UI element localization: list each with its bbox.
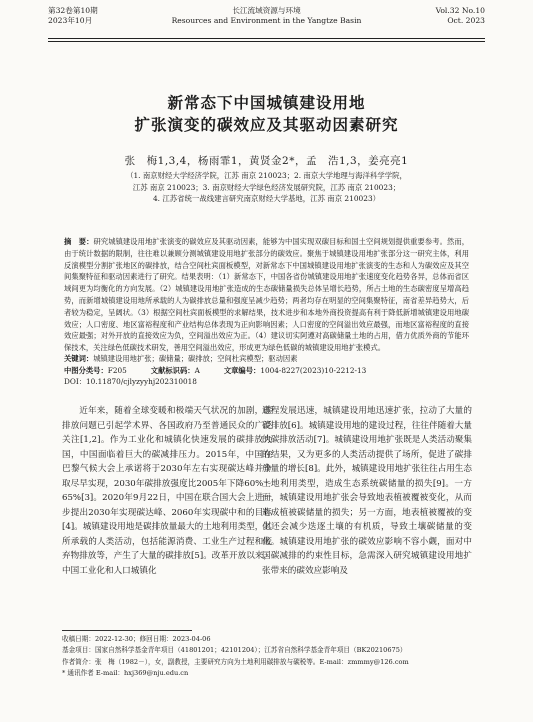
header-date-en: Oct. 2023: [447, 16, 485, 25]
article-id-value: 1004-8227(2023)10-2212-13: [260, 366, 367, 375]
journal-name-en: Resources and Environment in the Yangtze Basin: [171, 16, 362, 25]
abstract-text: 研究城镇建设用地扩张演变的碳效应及其驱动因素，能够为中国实现双碳目标和国土空间规划提供重要参考。然而，由于统计数据的限制，往往难以兼顾分测城镇建设用地扩张部分的碳效应。聚焦于城镇建设用地扩张部分这一研究主体，利用反演模型分割扩张地区的碳排放，结合空间杜宾面板模型，对新常态下中国城镇建设用地扩张演变的生态和人为碳效应及其空间集聚特征和驱动因素进行了研究。结果表明：（1）新常态下，中国各省份城镇建设用地扩张速度变化趋势各异，总体而省区域间更为均衡化的方向发展。（2）城镇建设用地扩张造成的生态碳储量损失总体呈增长趋势，所占土地的生态碳密度呈增高趋势，而新增城镇建设用地所承载的人为碳排放总量和强度呈减少趋势；两者均存在明显的空间集聚特征，南省差异趋势大，后者较为稳定，呈阔状。（3）根据空间杜宾面板模型的求解结果，技术进步和本地外商投资提高有利于降低新增城镇建设用地碳效应；人口密度、地区富裕程度和产业结构总体表现为正向影响因素；人口密度的空间溢出效应最强，而地区富裕程度的直接效应最强；对外开放的直接效应为负，空间溢出效应为正。（4）建议切实阿遵对高碳储量土地的占用，借力优质外商的节能环保技术，关注绿色低碳技术研发，善用空间溢出效应，形成更为绿色低碳的城镇建设用地扩张模式。: [64, 237, 470, 353]
paper-title: [40, 92, 493, 136]
author-list: 张 梅1,3,4，杨雨霏1，黄贤金2*，孟 浩1,3，姜亮亮1: [124, 155, 409, 167]
header-rule: [48, 38, 485, 39]
code-label: 文献标识码：: [150, 366, 195, 375]
classification-line: [64, 365, 469, 376]
keywords-label: 关键词：: [64, 354, 94, 363]
footnote-author: 作者简介：张 梅（1982－），女，副教授，主要研究方向为土地利用碳排放与碳税等。E-mail：zmmmy@126.com: [62, 657, 409, 666]
footnote-rule: [62, 630, 192, 631]
footnote-received: 收稿日期：2022-12-30；修回日期：2023-04-06: [62, 635, 211, 643]
header-volume: 第32卷第10期: [48, 6, 98, 15]
header-journal: [48, 6, 485, 26]
affiliation-line: （1. 南京财经大学经济学院，江苏 南京 210023；2. 南京大学地理与海洋科学学院，: [126, 171, 407, 180]
keywords-text: 城镇建设用地扩张；碳储量；碳排放；空间杜宾模型；驱动因素: [93, 354, 298, 363]
clc-value: F205: [107, 366, 127, 375]
code-value: A: [194, 366, 200, 375]
header-rule-thin: [48, 41, 485, 42]
journal-name-cn: 长江流域资源与环境: [232, 6, 301, 15]
keywords: [64, 353, 469, 364]
abstract-label: 摘 要：: [64, 237, 94, 246]
doi: DOI：10.11870/cjlyzyyhj202310018: [64, 377, 197, 386]
affiliation-line: 江苏 南京 210023；3. 南京财经大学绿色经济发展研究院，江苏 南京 210023；: [132, 182, 401, 192]
affiliation-line: 4. 江苏省统一战线建言研究南京财经大学基地，江苏 南京 210023）: [152, 194, 381, 204]
body-column-right: 进程发展迅速，城镇建设用地迅速扩张，拉动了大量的碳排放[6]。城镇建设用地的建设过程，往往伴随着大量的碳排放活动[7]。城镇建设用地扩张既是人类活动聚集的结果，又为更多的人类活动提供了场所，促进了碳排放量的增长[8]。此外，城镇建设用地扩张往往占用生态土地利用类型，造成生态系统碳储量的损失[9]。一方面，城镇建设用地扩张会导致地表植被覆被变化，从而造成植被碳储量的损失；另一方面，地表植被覆被的变化还会减少迭逐土壤的有机质，导致土壤碳储量的变化。城镇建设用地扩张的碳效应影响不容小觑，面对中国碳减排的约束性目标，急需深入研究城镇建设用地扩张带来的碳效应影响及: [262, 406, 472, 576]
footnote-corresponding: * 通讯作者 E-mail：hxj369@nju.edu.cn: [62, 669, 189, 678]
header-vol: Vol.32 No.10: [435, 6, 485, 15]
affiliations: [60, 170, 473, 205]
clc-label: 中图分类号：: [64, 366, 108, 375]
running-header: [48, 6, 485, 40]
body-column-left: 近年来，随着全球变暖和极端天气状况的加剧，碳排放问题已引起学术界、各国政府乃至普通民众的广泛关注[1,2]。作为工业化和城镇化快速发展的碳排放大国，中国面临着巨大的碳减排压力。2015年，中国在巴黎气候大会上承诺将于2030年左右实现碳达峰并争取尽早实现，2030年碳排放强度比2005年下降60%～65%[3]。2020年9月22日，中国在联合国大会上进一步提出2030年实现碳达峰、2060年实现碳中和的目标[4]。城镇建设用地是碳排放量最大的土地利用类型，其所承载的人类活动，包括能源消费、工业生产过程和废弃物排放等，产生了大量的碳排放[5]。改革开放以来，中国工业化和人口城镇化: [62, 406, 272, 576]
footnote-fund: 基金项目：国家自然科学基金青年项目（41801201；42101204）；江苏省自然科学基金青年项目（BK20210675）: [62, 646, 407, 655]
title-line-2: 扩张演变的碳效应及其驱动因素研究: [134, 116, 399, 134]
article-id-label: 文章编号：: [223, 366, 261, 375]
abstract: [64, 236, 469, 354]
title-line-1: 新常态下中国城镇建设用地: [167, 94, 366, 112]
footnotes: [62, 634, 472, 680]
header-date-cn: 2023年10月: [48, 16, 93, 25]
header-volume-en: [436, 6, 485, 26]
